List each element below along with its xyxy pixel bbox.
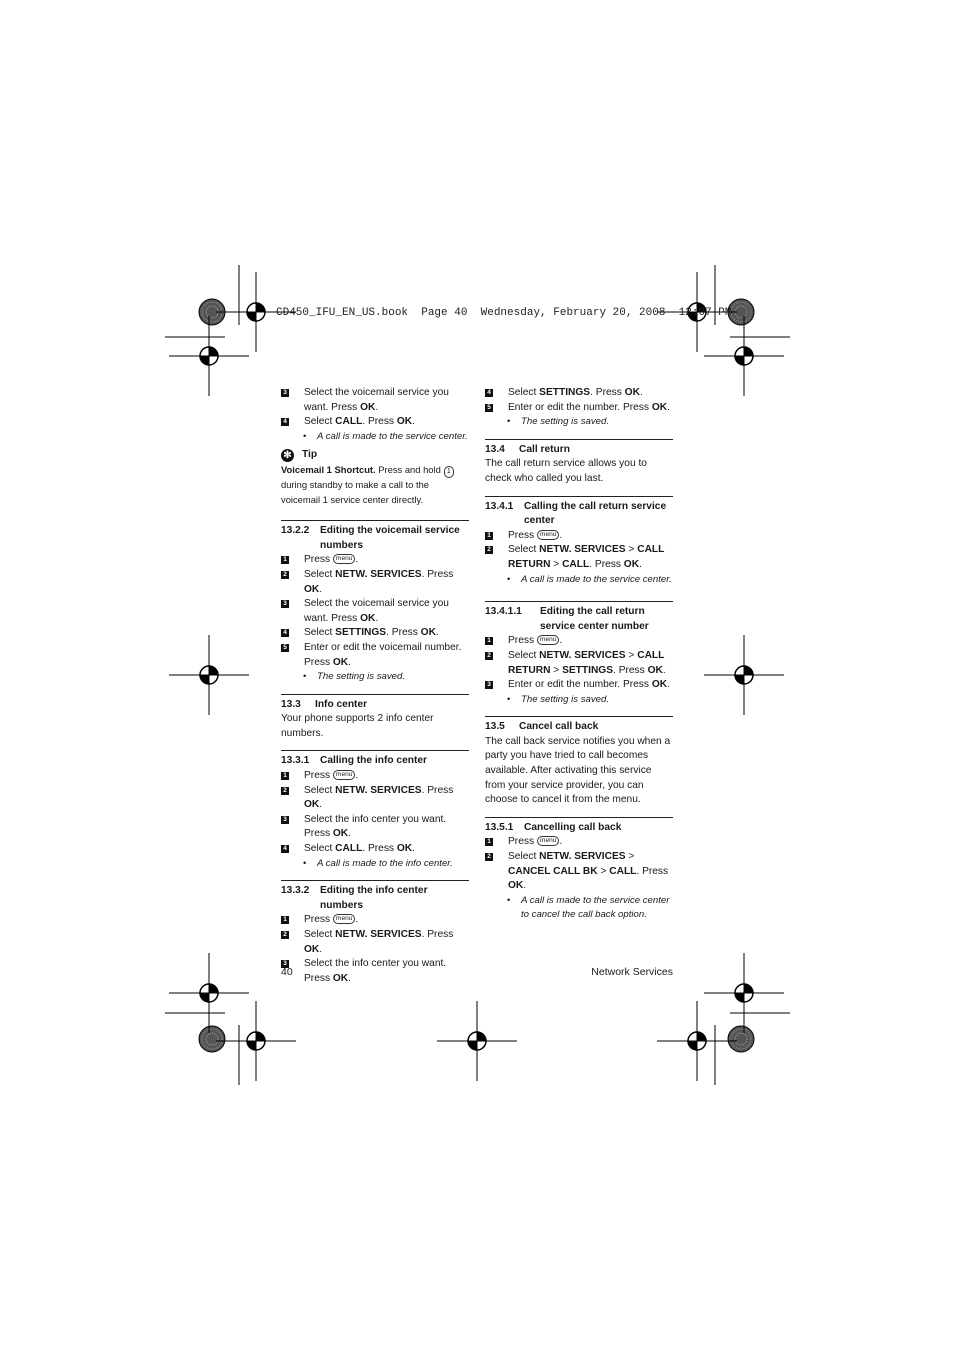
step: 3 Select the voicemail service you want. Press OK. (281, 386, 469, 415)
section-13-2-2: 13.2.2 Editing the voicemail service numbers 1 Press menu . 2 Select NETW. SERVICES. Press OK. 3 Select the voicemail service you want. Press OK. 4 Select SETTINGS. Press OK. 5 Enter or edit the voicemail number. Press OK. • The setting is saved. (281, 520, 469, 685)
result-bullet: • A call is made to the service center. (281, 430, 469, 445)
menu-key-icon: menu (537, 530, 559, 540)
menu-key-icon: menu (537, 635, 559, 645)
left-column (281, 386, 469, 986)
right-column: 4 Select SETTINGS. Press OK. 5 Enter or edit the number. Press OK. • The setting is saved. 13.4 Call return The call return service allows you to check who called you last. 13.4.1 Calling the call return service center 1 Press menu . 2 Select NETW. SERVICES > CALL RETURN > CALL. Press OK. • A call is made to the service center. 13.4.1.1 Editing the call return service center number 1 Press menu . 2 Select NETW. SERVICES > CALL RETURN > SETTINGS. Press OK. 3 Enter or edit the number. Press OK. • The setting is saved. 13.5 Cancel call back The call back service notifies you when a party you have tried to call becomes available. After activating this service from your service provider, you can choose to cancel it from the menu. 13.5.1 Cancelling call back 1 Press menu . 2 Select NETW. SERVICES > CANCEL CALL BK > CALL. Press OK. • A call is made to the service center to cancel the call back option. (485, 386, 673, 923)
step: 4 Select CALL. Press OK. (281, 415, 469, 430)
section-13-4-1: 13.4.1 Calling the call return service center 1 Press menu . 2 Select NETW. SERVICES > CALL RETURN > CALL. Press OK. • A call is made to the service center. (485, 496, 673, 588)
menu-key-icon: menu (333, 914, 355, 924)
menu-key-icon: menu (333, 770, 355, 780)
section-13-5: 13.5 Cancel call back The call back service notifies you when a party you have tried to call becomes available. After activating this service from your service provider, you can choose to cancel it from the menu. (485, 716, 673, 808)
tip-icon: ✻ (281, 449, 294, 462)
section-13-5-1: 13.5.1 Cancelling call back 1 Press menu . 2 Select NETW. SERVICES > CANCEL CALL BK > CALL. Press OK. • A call is made to the service center to cancel the call back option. (485, 817, 673, 923)
section-13-3-2: 13.3.2 Editing the info center numbers 1 Press menu . 2 Select NETW. SERVICES. Press OK. 3 Select the info center you want. Press OK. (281, 880, 469, 986)
tip-box: ✻ Tip Voicemail 1 Shortcut. Press and hold 1 during standby to make a call to the voicemail 1 service center directly. (281, 448, 469, 507)
menu-key-icon: menu (537, 836, 559, 846)
page-number: 40 (281, 966, 293, 978)
key-1-icon: 1 (444, 466, 454, 478)
menu-key-icon: menu (333, 554, 355, 564)
section-13-3-1: 13.3.1 Calling the info center 1 Press menu . 2 Select NETW. SERVICES. Press OK. 3 Select the info center you want. Press OK. 4 Select CALL. Press OK. • A call is made to the info center. (281, 750, 469, 871)
footer-section-title: Network Services (591, 966, 673, 978)
section-13-4-1-1: 13.4.1.1 Editing the call return service center number 1 Press menu . 2 Select NETW. SERVICES > CALL RETURN > SETTINGS. Press OK. 3 Enter or edit the number. Press OK. • The setting is saved. (485, 601, 673, 707)
section-13-4: 13.4 Call return The call return service allows you to check who called you last. (485, 439, 673, 487)
section-13-3: 13.3 Info center Your phone supports 2 info center numbers. (281, 694, 469, 742)
print-header: CD450_IFU_EN_US.book Page 40 Wednesday, February 20, 2008 12:07 PM (276, 307, 732, 319)
